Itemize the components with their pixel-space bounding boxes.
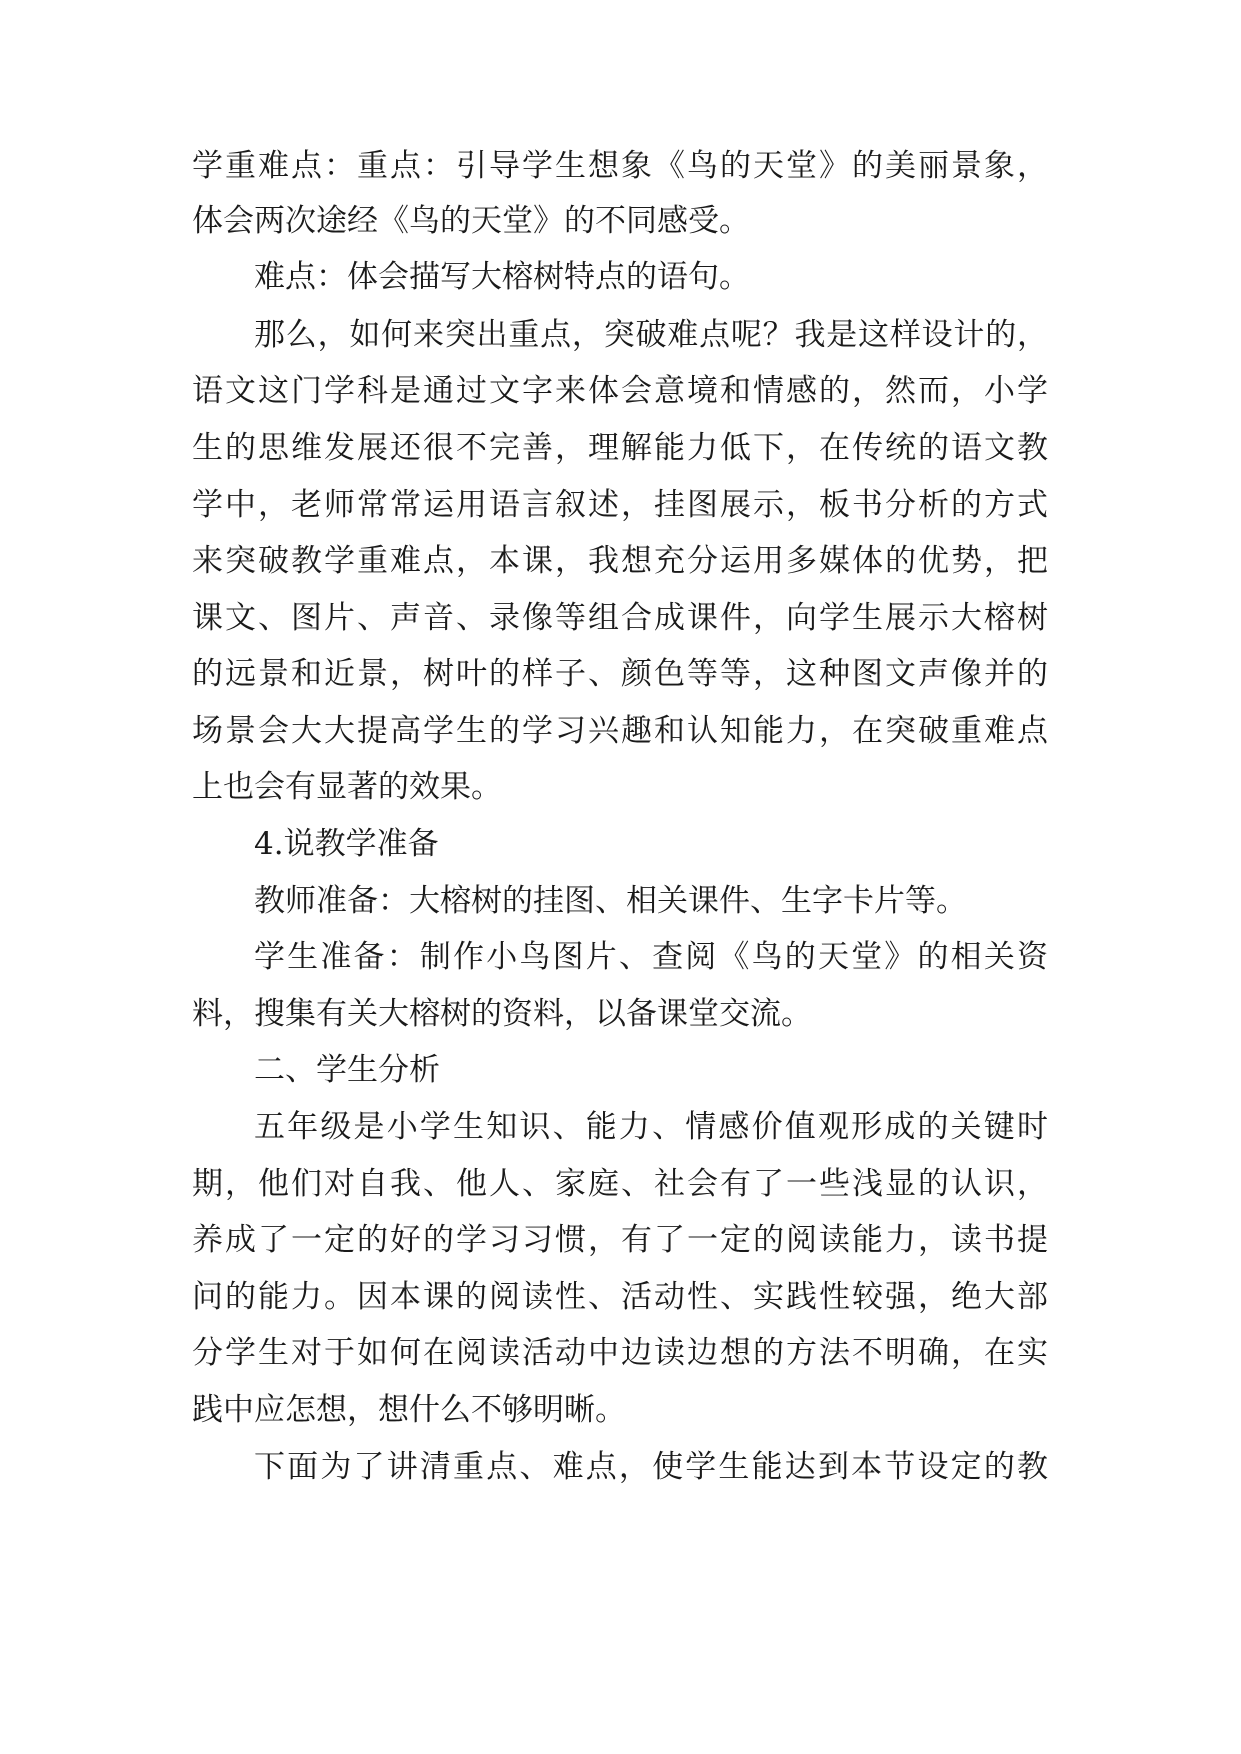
text-line: 上也会有显著的效果。 — [192, 769, 502, 805]
text-line: 养成了一定的好的学习习惯，有了一定的阅读能力，读书提 — [192, 1222, 1048, 1258]
text-line: 课文、图片、声音、录像等组合成课件，向学生展示大榕树 — [192, 600, 1048, 636]
text-line: 体会两次途经《鸟的天堂》的不同感受。 — [192, 203, 750, 239]
text-line: 来突破教学重难点，本课，我想充分运用多媒体的优势，把 — [192, 543, 1048, 579]
text-line: 的远景和近景，树叶的样子、颜色等等，这种图文声像并的 — [192, 656, 1048, 692]
text-line: 那么，如何来突出重点，突破难点呢？我是这样设计的， — [254, 317, 1048, 353]
text-line: 料，搜集有关大榕树的资料，以备课堂交流。 — [192, 996, 812, 1032]
text-line: 语文这门学科是通过文字来体会意境和情感的，然而，小学 — [192, 373, 1048, 409]
text-line: 学生准备：制作小鸟图片、查阅《鸟的天堂》的相关资 — [254, 939, 1048, 975]
text-line: 践中应怎想，想什么不够明晰。 — [192, 1392, 626, 1428]
text-line: 难点：体会描写大榕树特点的语句。 — [254, 259, 750, 295]
section-heading: 4.说教学准备 — [254, 826, 439, 862]
text-line: 五年级是小学生知识、能力、情感价值观形成的关键时 — [254, 1109, 1048, 1145]
text-line: 期，他们对自我、他人、家庭、社会有了一些浅显的认识， — [192, 1166, 1048, 1202]
section-heading: 二、学生分析 — [254, 1052, 440, 1088]
text-line: 分学生对于如何在阅读活动中边读边想的方法不明确，在实 — [192, 1335, 1048, 1371]
text-line: 生的思维发展还很不完善，理解能力低下，在传统的语文教 — [192, 430, 1048, 466]
text-line: 教师准备：大榕树的挂图、相关课件、生字卡片等。 — [254, 883, 967, 919]
text-line: 学中，老师常常运用语言叙述，挂图展示，板书分析的方式 — [192, 487, 1048, 523]
text-line: 问的能力。因本课的阅读性、活动性、实践性较强，绝大部 — [192, 1279, 1048, 1315]
text-line: 下面为了讲清重点、难点，使学生能达到本节设定的教 — [254, 1449, 1048, 1485]
text-line: 场景会大大提高学生的学习兴趣和认知能力，在突破重难点 — [192, 713, 1048, 749]
text-line: 学重难点：重点：引导学生想象《鸟的天堂》的美丽景象， — [192, 148, 1048, 184]
